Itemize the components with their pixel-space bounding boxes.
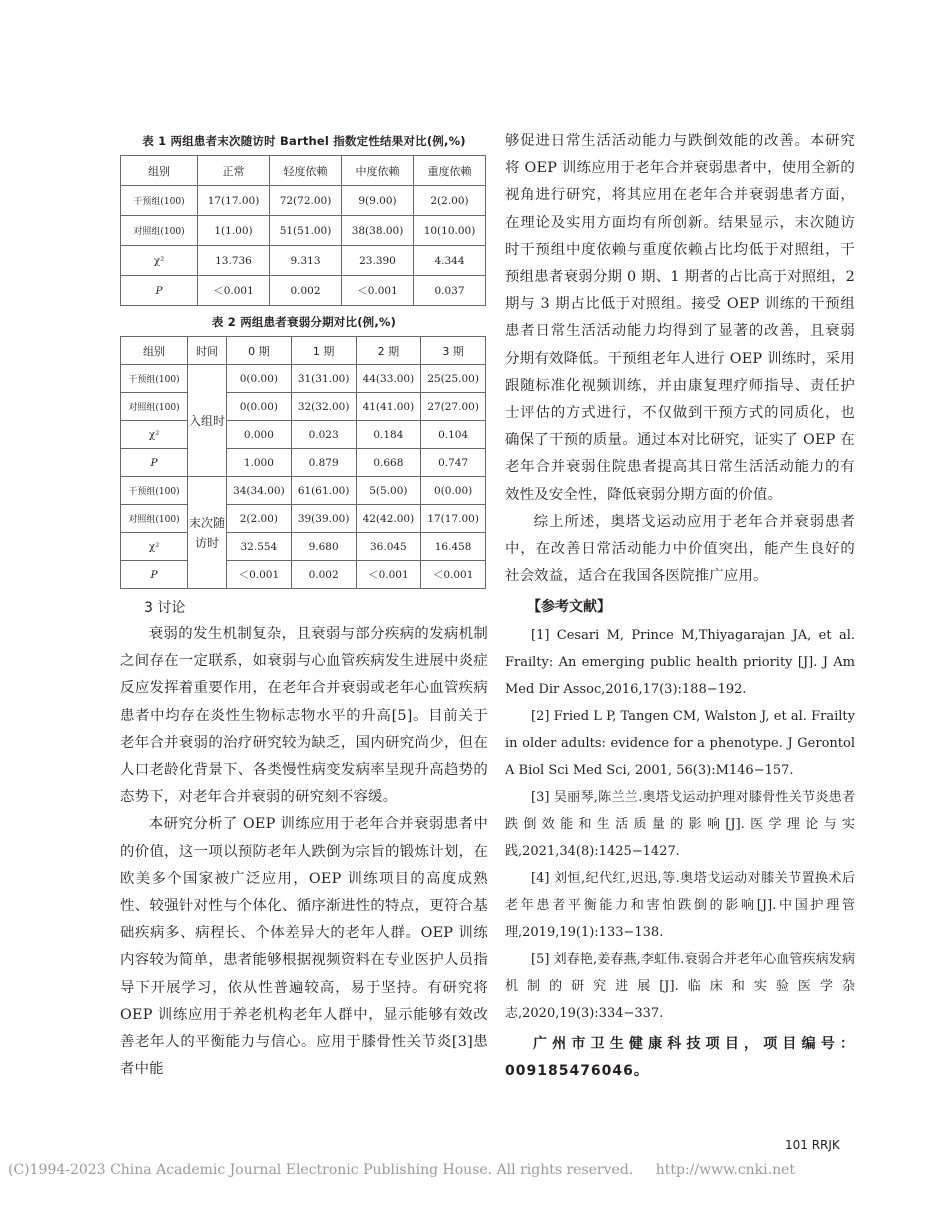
table-cell: 5(5.00) bbox=[356, 477, 421, 505]
reference-item: [2] Fried L P, Tangen CM, Walston J, et al. Frailty in older adults: evidence for a phenotype. J Gerontol A Biol Sci Med Sci, 2001, 56(3):M146−157. bbox=[505, 709, 855, 779]
table-row bbox=[121, 477, 486, 505]
table-cell: 对照组(100) bbox=[121, 393, 188, 421]
table-cell: 对照组(100) bbox=[121, 505, 188, 533]
table-cell: 39(39.00) bbox=[291, 505, 356, 533]
table-cell: 2(2.00) bbox=[414, 186, 486, 216]
right-column bbox=[505, 128, 855, 1085]
table-row bbox=[121, 246, 486, 276]
table1 bbox=[120, 155, 486, 306]
table1-header: 重度依赖 bbox=[414, 156, 486, 186]
table-cell: 4.344 bbox=[414, 246, 486, 276]
table1-header-row bbox=[121, 156, 486, 186]
table-cell: 9.313 bbox=[270, 246, 342, 276]
reference-item: [4] 刘恒,纪代红,迟迅,等.奥塔戈运动对膝关节置换术后老年患者平衡能力和害怕跌倒的影响[J].中国护理管理,2019,19(1):133−138. bbox=[505, 871, 855, 941]
table1-header: 轻度依赖 bbox=[270, 156, 342, 186]
table-cell: 0.668 bbox=[356, 449, 421, 477]
body-paragraph: 衰弱的发生机制复杂，且衰弱与部分疾病的发病机制之间存在一定联系，如衰弱与心血管疾病发生进展中炎症反应发挥着重要作用，在老年合并衰弱或老年心血管疾病患者中均存在炎性生物标志物水平的升高[5]。目前关于老年合并衰弱的治疗研究较为缺乏，国内研究尚少，但在人口老龄化背景下、各类慢性病变发病率呈现升高趋势的态势下，对老年合并衰弱的研究刻不容缓。 bbox=[120, 626, 488, 806]
table-cell: 0.000 bbox=[227, 421, 292, 449]
left-column bbox=[120, 133, 488, 1083]
table-row bbox=[121, 186, 486, 216]
table2-header: 3 期 bbox=[421, 337, 486, 365]
table1-header: 组别 bbox=[121, 156, 198, 186]
table-cell: 0(0.00) bbox=[421, 477, 486, 505]
table-cell: 2(2.00) bbox=[227, 505, 292, 533]
table-cell: 0(0.00) bbox=[227, 393, 292, 421]
table2-header-row bbox=[121, 337, 486, 365]
table-cell: P bbox=[121, 276, 198, 306]
table-row bbox=[121, 533, 486, 561]
table-cell: 38(38.00) bbox=[342, 216, 414, 246]
table-cell: 36.045 bbox=[356, 533, 421, 561]
table-cell: 42(42.00) bbox=[356, 505, 421, 533]
body-paragraph: 综上所述，奥塔戈运动应用于老年合并衰弱患者中，在改善日常活动能力中价值突出，能产生良好的社会效益，适合在我国各医院推广应用。 bbox=[505, 513, 855, 585]
table-cell: 32(32.00) bbox=[291, 393, 356, 421]
reference-item: [5] 刘春艳,姜春燕,李虹伟.衰弱合并老年心血管疾病发病机制的研究进展[J].临床和实验医学杂志,2020,19(3):334−337. bbox=[505, 952, 855, 1022]
table-cell: ＜0.001 bbox=[342, 276, 414, 306]
time-followup-cell: 末次随访时 bbox=[188, 477, 227, 589]
table-cell: P bbox=[121, 561, 188, 589]
table-cell: 34(34.00) bbox=[227, 477, 292, 505]
copyright-footer bbox=[8, 1162, 813, 1178]
section-heading: 3 讨论 bbox=[144, 600, 186, 616]
table1-header: 中度依赖 bbox=[342, 156, 414, 186]
table-cell: 9(9.00) bbox=[342, 186, 414, 216]
funding-note: 广州市卫生健康科技项目，项目编号：009185476046。 bbox=[505, 1036, 855, 1080]
table-cell: 0.747 bbox=[421, 449, 486, 477]
table2-header: 2 期 bbox=[356, 337, 421, 365]
table-cell: χ² bbox=[121, 246, 198, 276]
body-paragraph: 本研究分析了 OEP 训练应用于老年合并衰弱患者中的价值，这一项以预防老年人跌倒为宗旨的锻炼计划，在欧美多个国家被广泛应用，OEP 训练项目的高度成熟性、较强针对性与个体化、循序渐进性的特点，更符合基础疾病多、病程长、个体差异大的老年人群。OEP 训练内容较为简单，患者能够根据视频资料在专业医护人员指导下开展学习，依从性普遍较高，易于坚持。有研究将 OEP 训练应用于养老机构老年人群中，显示能够有效改善老年人的平衡能力与信心。应用于膝骨性关节炎[3]患者中能 bbox=[120, 816, 488, 1078]
table-cell: 对照组(100) bbox=[121, 216, 198, 246]
reference-item: [1] Cesari M, Prince M,Thiyagarajan JA, et al. Frailty: An emerging public health priority [J]. J Am Med Dir Assoc,2016,17(3):188−192. bbox=[505, 628, 855, 698]
time-admission-cell: 入组时 bbox=[188, 365, 227, 477]
table-cell: 干预组(100) bbox=[121, 477, 188, 505]
table-cell: 61(61.00) bbox=[291, 477, 356, 505]
table-row bbox=[121, 365, 486, 393]
copyright-text: (C)1994-2023 China Academic Journal Electronic Publishing House. All rights reserved. bbox=[8, 1162, 634, 1178]
body-paragraph: 够促进日常生活活动能力与跌倒效能的改善。本研究将 OEP 训练应用于老年合并衰弱患者中，使用全新的视角进行研究，将其应用在老年合并衰弱患者方面，在理论及实用方面均有所创新。结果显示，末次随访时干预组中度依赖与重度依赖占比均低于对照组，干预组患者衰弱分期 0 期、1 期者的占比高于对照组，2 期与 3 期占比低于对照组。接受 OEP 训练的干预组患者日常生活活动能力均得到了显著的改善，且衰弱分期有效降低。干预组老年人进行 OEP 训练时，采用跟随标准化视频训练，并由康复理疗师指导、责任护士评估的方式进行，不仅做到干预方式的同质化，也确保了干预的质量。通过本对比研究，证实了 OEP 在老年合并衰弱住院患者提高其日常生活活动能力的有效性及安全性，降低衰弱分期方面的价值。 bbox=[505, 133, 855, 503]
table-cell: 1(1.00) bbox=[198, 216, 270, 246]
table-cell: 72(72.00) bbox=[270, 186, 342, 216]
table-cell: 13.736 bbox=[198, 246, 270, 276]
table-cell: 32.554 bbox=[227, 533, 292, 561]
table-cell: 0.104 bbox=[421, 421, 486, 449]
table-cell: 0.023 bbox=[291, 421, 356, 449]
table-row bbox=[121, 505, 486, 533]
table-row bbox=[121, 561, 486, 589]
table-cell: 干预组(100) bbox=[121, 186, 198, 216]
table2 bbox=[120, 336, 486, 589]
footer-url[interactable]: http://www.cnki.net bbox=[655, 1162, 796, 1178]
table-row bbox=[121, 216, 486, 246]
table-cell: 0.184 bbox=[356, 421, 421, 449]
table-cell: 51(51.00) bbox=[270, 216, 342, 246]
table2-header: 1 期 bbox=[291, 337, 356, 365]
table1-caption: 表 1 两组患者末次随访时 Barthel 指数定性结果对比(例,%) bbox=[142, 134, 466, 148]
table-row bbox=[121, 276, 486, 306]
table-cell: 0(0.00) bbox=[227, 365, 292, 393]
table-cell: 16.458 bbox=[421, 533, 486, 561]
table-cell: 0.037 bbox=[414, 276, 486, 306]
table-cell: 干预组(100) bbox=[121, 365, 188, 393]
references-heading: 【参考文献】 bbox=[527, 599, 611, 616]
table-cell: 27(27.00) bbox=[421, 393, 486, 421]
table1-header: 正常 bbox=[198, 156, 270, 186]
table-cell: 0.879 bbox=[291, 449, 356, 477]
table-row bbox=[121, 393, 486, 421]
table-cell: 41(41.00) bbox=[356, 393, 421, 421]
table2-caption: 表 2 两组患者衰弱分期对比(例,%) bbox=[211, 315, 397, 329]
table-cell: 1.000 bbox=[227, 449, 292, 477]
table-cell: ＜0.001 bbox=[356, 561, 421, 589]
table-cell: 25(25.00) bbox=[421, 365, 486, 393]
table-cell: 17(17.00) bbox=[421, 505, 486, 533]
table-cell: P bbox=[121, 449, 188, 477]
table-cell: 17(17.00) bbox=[198, 186, 270, 216]
table2-header: 0 期 bbox=[227, 337, 292, 365]
table-cell: 0.002 bbox=[270, 276, 342, 306]
table-cell: 23.390 bbox=[342, 246, 414, 276]
table-cell: 9.680 bbox=[291, 533, 356, 561]
table-cell: ＜0.001 bbox=[227, 561, 292, 589]
table-row bbox=[121, 449, 486, 477]
table-cell: 44(33.00) bbox=[356, 365, 421, 393]
table-cell: χ² bbox=[121, 421, 188, 449]
table-cell: ＜0.001 bbox=[198, 276, 270, 306]
reference-item: [3] 吴丽琴,陈兰兰.奥塔戈运动护理对膝骨性关节炎患者跌倒效能和生活质量的影响[J].医学理论与实践,2021,34(8):1425−1427. bbox=[505, 790, 855, 860]
table2-header: 组别 bbox=[121, 337, 188, 365]
table-cell: 0.002 bbox=[291, 561, 356, 589]
table-cell: χ² bbox=[121, 533, 188, 561]
table-cell: ＜0.001 bbox=[421, 561, 486, 589]
table-row bbox=[121, 421, 486, 449]
page-number: 101 RRJK bbox=[785, 1138, 840, 1152]
table2-header: 时间 bbox=[188, 337, 227, 365]
table-cell: 31(31.00) bbox=[291, 365, 356, 393]
table-cell: 10(10.00) bbox=[414, 216, 486, 246]
